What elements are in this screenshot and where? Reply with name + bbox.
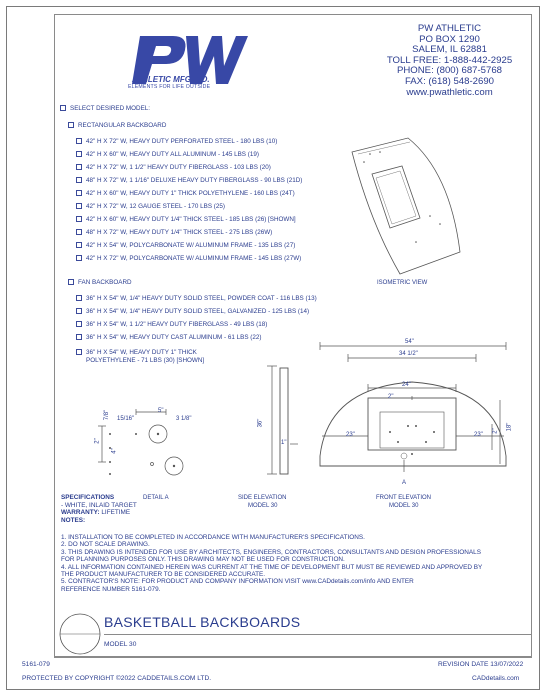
fan-item-3[interactable]: 36" H X 54" W, HEAVY DUTY CAST ALUMINUM - 61 LBS (22) — [76, 334, 261, 342]
checkbox[interactable] — [76, 229, 82, 235]
company-tollfree: TOLL FREE: 1-888-442-2925 — [386, 54, 513, 66]
note-5-cont: REFERENCE NUMBER 5161-079. — [61, 585, 161, 593]
front-elevation-label: FRONT ELEVATION — [376, 495, 432, 501]
company-city: SALEM, IL 62881 — [412, 44, 487, 56]
dim-34-half: 34 1/2" — [399, 351, 418, 357]
dim-5: 5" — [158, 408, 164, 414]
side-elevation-model: MODEL 30 — [248, 503, 278, 509]
checkbox[interactable] — [76, 203, 82, 209]
checkbox[interactable] — [76, 295, 82, 301]
checkbox[interactable] — [76, 216, 82, 222]
notes-label: NOTES: — [61, 516, 86, 524]
dim-36: 36" — [257, 418, 264, 428]
fan-item-1[interactable]: 36" H X 54" W, 1/4" HEAVY DUTY SOLID STEEL, GALVANIZED - 125 LBS (14) — [76, 308, 309, 316]
note-1: 1. INSTALLATION TO BE COMPLETED IN ACCORDANCE WITH MANUFACTURER'S SPECIFICATIONS. — [61, 534, 365, 541]
rect-item-2[interactable]: 42" H X 72" W, 1 1/2" HEAVY DUTY FIBERGLASS - 103 LBS (20) — [76, 164, 271, 172]
company-pobox: PO BOX 1290 — [419, 33, 480, 45]
checkbox[interactable] — [76, 334, 82, 340]
caddetails-link[interactable]: CADdetails.com — [472, 675, 520, 682]
checkbox[interactable] — [76, 138, 82, 144]
rect-backboard-option[interactable]: RECTANGULAR BACKBOARD — [68, 122, 166, 130]
title-divider — [104, 634, 532, 635]
dim-23-left: 23" — [346, 432, 355, 438]
rect-item-8[interactable]: 42" H X 54" W, POLYCARBONATE W/ ALUMINUM FRAME - 135 LBS (27) — [76, 242, 295, 250]
checkbox[interactable] — [76, 321, 82, 327]
reference-number: 5161-079 — [22, 661, 50, 668]
rect-item-9[interactable]: 42" H X 72" W, POLYCARBONATE W/ ALUMINUM FRAME - 145 LBS (27W) — [76, 255, 301, 263]
rect-item-4[interactable]: 42" H X 60" W, HEAVY DUTY 1" THICK POLYETHYLENE - 160 LBS (24T) — [76, 190, 295, 198]
note-3: 3. THIS DRAWING IS INTENDED FOR USE BY ARCHITECTS, ENGINEERS, CONTRACTORS, CONSULTANTS AND DESIGN PROFESSIONALS — [61, 548, 481, 556]
notes-list — [61, 534, 531, 593]
front-elevation-model: MODEL 30 — [389, 503, 419, 509]
checkbox[interactable] — [76, 255, 82, 261]
drawing-subtitle: MODEL 30 — [104, 641, 137, 648]
rect-item-6[interactable]: 42" H X 60" W, HEAVY DUTY 1/4" THICK STEEL - 185 LBS (26) [SHOWN] — [76, 216, 296, 224]
fan-item-0[interactable]: 36" H X 54" W, 1/4" HEAVY DUTY SOLID STEEL, POWDER COAT - 116 LBS (13) — [76, 295, 317, 303]
checkbox[interactable] — [60, 105, 66, 111]
dim-7-8: 7/8" — [104, 409, 111, 421]
select-model-option[interactable]: SELECT DESIRED MODEL: — [60, 105, 150, 113]
revision-date: REVISION DATE 13/07/2022 — [438, 661, 524, 668]
detail-a-label: DETAIL A — [143, 495, 169, 501]
rect-item-0[interactable]: 42" H X 72" W, HEAVY DUTY PERFORATED STEEL - 180 LBS (10) — [76, 138, 277, 146]
dim-2-top: 2" — [388, 394, 394, 400]
rect-item-5[interactable]: 42" H X 72" W, 12 GAUGE STEEL - 170 LBS (25) — [76, 203, 225, 211]
checkbox[interactable] — [76, 190, 82, 196]
title-ellipse-symbol — [58, 612, 104, 656]
dim-3-1-8: 3 1/8" — [176, 416, 192, 422]
dim-18: 18" — [506, 422, 513, 432]
warranty-label: WARRANTY: — [61, 509, 100, 517]
note-3-cont: FOR PLANNING PURPOSES ONLY. THIS DRAWING MAY NOT BE USED FOR CONSTRUCTION. — [61, 556, 345, 564]
dim-23-right: 23" — [474, 432, 483, 438]
checkbox[interactable] — [76, 164, 82, 170]
note-4: 4. ALL INFORMATION CONTAINED HEREIN WAS CURRENT AT THE TIME OF DEVELOPMENT BUT MUST BE REVIEWED AND APPROVED BY — [61, 563, 483, 571]
checkbox[interactable] — [76, 349, 82, 355]
company-website: www.pwathletic.com — [406, 86, 493, 98]
dim-15-16: 15/16" — [117, 416, 135, 422]
checkbox[interactable] — [76, 242, 82, 248]
rect-item-3[interactable]: 48" H X 72" W, 1 1/16" DELUXE HEAVY DUTY FIBERGLASS - 90 LBS (21D) — [76, 177, 302, 185]
specs-label: SPECIFICATIONS — [61, 494, 115, 501]
logo-slogan: ELEMENTS FOR LIFE OUTSIDE — [128, 84, 211, 90]
note-2: 2. DO NOT SCALE DRAWING. — [61, 541, 150, 549]
company-name: PW ATHLETIC — [417, 23, 482, 34]
checkbox[interactable] — [68, 279, 74, 285]
fan-item-2[interactable]: 36" H X 54" W, 1 1/2" HEAVY DUTY FIBERGLASS - 49 LBS (18) — [76, 321, 267, 329]
rect-item-1[interactable]: 42" H X 60" W, HEAVY DUTY ALL ALUMINUM - 145 LBS (19) — [76, 151, 259, 159]
fan-item-4[interactable]: 36" H X 54" W, HEAVY DUTY 1" THICK — [76, 349, 197, 357]
specs-value: - WHITE, INLAID TARGET — [61, 501, 137, 509]
rect-item-7[interactable]: 48" H X 72" W, HEAVY DUTY 1/4" THICK STEEL - 275 LBS (26W) — [76, 229, 272, 237]
side-elevation-label: SIDE ELEVATION — [238, 495, 287, 501]
checkbox[interactable] — [76, 151, 82, 157]
copyright: PROTECTED BY COPYRIGHT ©2022 CADDETAILS.COM LTD. — [22, 675, 212, 682]
fan-item-4-line2: POLYETHYLENE - 71 LBS (30) [SHOWN] — [86, 357, 205, 364]
dim-24: 24" — [402, 382, 411, 388]
isometric-view-label: ISOMETRIC VIEW — [377, 280, 428, 286]
company-fax: FAX: (618) 548-2690 — [404, 75, 495, 87]
front-elevation-drawing — [308, 338, 518, 488]
dim-2-detail: 2" — [94, 438, 101, 444]
fan-backboard-option[interactable]: FAN BACKBOARD — [68, 279, 132, 287]
dim-1: 1" — [281, 440, 287, 446]
isometric-view-drawing — [330, 132, 470, 282]
dim-2-right: 2" — [492, 428, 499, 434]
note-5: 5. CONTRACTOR'S NOTE: FOR PRODUCT AND COMPANY INFORMATION VISIT www.CADdetails.com/info AND ENTER — [61, 578, 414, 586]
dim-54: 54" — [405, 339, 414, 345]
drawing-title: BASKETBALL BACKBOARDS — [104, 614, 301, 630]
warranty-value: LIFETIME — [101, 509, 131, 517]
dim-4: 4" — [111, 448, 118, 454]
note-4-cont: THE PRODUCT MANUFACTURER TO BE CONSIDERED ACCURATE. — [61, 571, 266, 579]
checkbox[interactable] — [76, 308, 82, 314]
callout-a: A — [402, 480, 407, 486]
logo-tagline: ATHLETIC MFG. CO. — [132, 75, 210, 84]
checkbox[interactable] — [76, 177, 82, 183]
checkbox[interactable] — [68, 122, 74, 128]
footer-divider — [54, 657, 532, 658]
company-phone: PHONE: (800) 687-5768 — [396, 65, 503, 77]
company-info — [367, 24, 532, 98]
specifications-block — [61, 494, 137, 524]
